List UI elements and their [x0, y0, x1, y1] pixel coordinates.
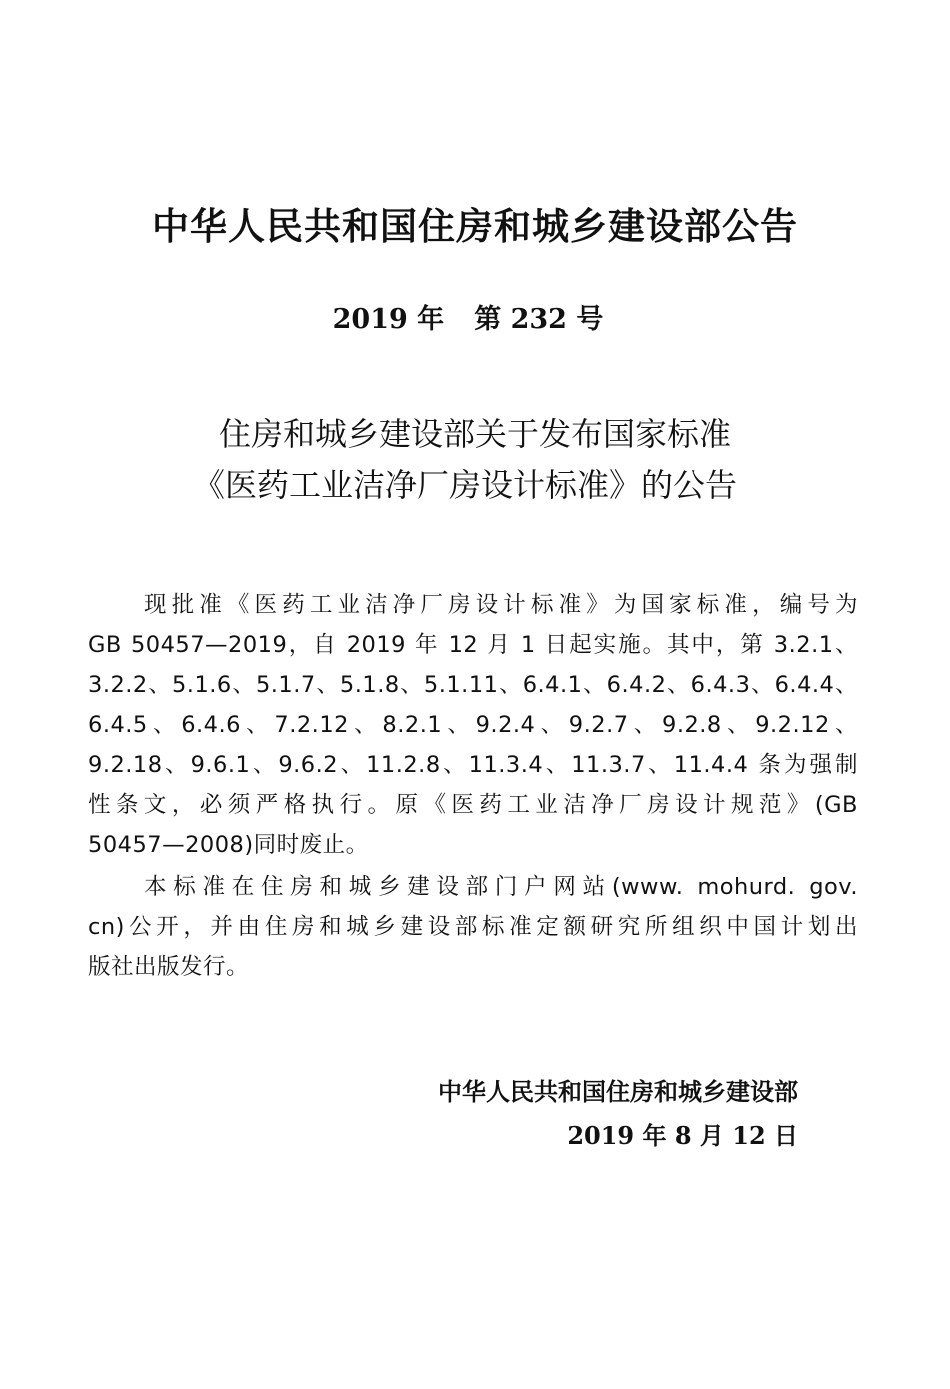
body-paragraph-1 [88, 585, 858, 865]
paragraph-line: 现批准《医药工业洁净厂房设计标准》为国家标准，编号为 [144, 592, 858, 618]
paragraph-line: 3.2.2、5.1.6、5.1.7、5.1.8、5.1.11、6.4.1、6.4.2、6.4.3、6.4.4、 [88, 672, 858, 698]
paragraph-line: 性条文，必须严格执行。原《医药工业洁净厂房设计规范》(GB [88, 792, 858, 818]
paragraph-line: cn)公开，并由住房和城乡建设部标准定额研究所组织中国计划出 [88, 914, 858, 940]
paragraph-line: 版社出版发行。 [88, 954, 250, 980]
issue-serial: 第 232 号 [474, 304, 604, 335]
issue-number [0, 297, 936, 336]
signature-date: 2019 年 8 月 12 日 [567, 1121, 798, 1150]
paragraph-line: 9.2.18、9.6.1、9.6.2、11.2.8、11.3.4、11.3.7、11.4.4 条为强制 [88, 752, 858, 778]
notice-subtitle-line2: 《医药工业洁净厂房设计标准》的公告 [192, 466, 737, 504]
issue-year: 2019 年 [332, 304, 445, 335]
body-paragraph-2 [88, 867, 858, 987]
notice-subtitle-line1: 住房和城乡建设部关于发布国家标准 [218, 415, 731, 453]
paragraph-line: 6.4.5、6.4.6、7.2.12、8.2.1、9.2.4、9.2.7、9.2.8、9.2.12、 [88, 712, 858, 738]
paragraph-line: 50457—2008)同时废止。 [88, 832, 369, 858]
signature-organization: 中华人民共和国住房和城乡建设部 [438, 1078, 798, 1106]
paragraph-line: GB 50457—2019，自 2019 年 12 月 1 日起实施。其中，第 3.2.1、 [88, 632, 858, 658]
document-title: 中华人民共和国住房和城乡建设部公告 [152, 205, 798, 248]
paragraph-line: 本标准在住房和城乡建设部门户网站(www. mohurd. gov. [144, 874, 858, 900]
